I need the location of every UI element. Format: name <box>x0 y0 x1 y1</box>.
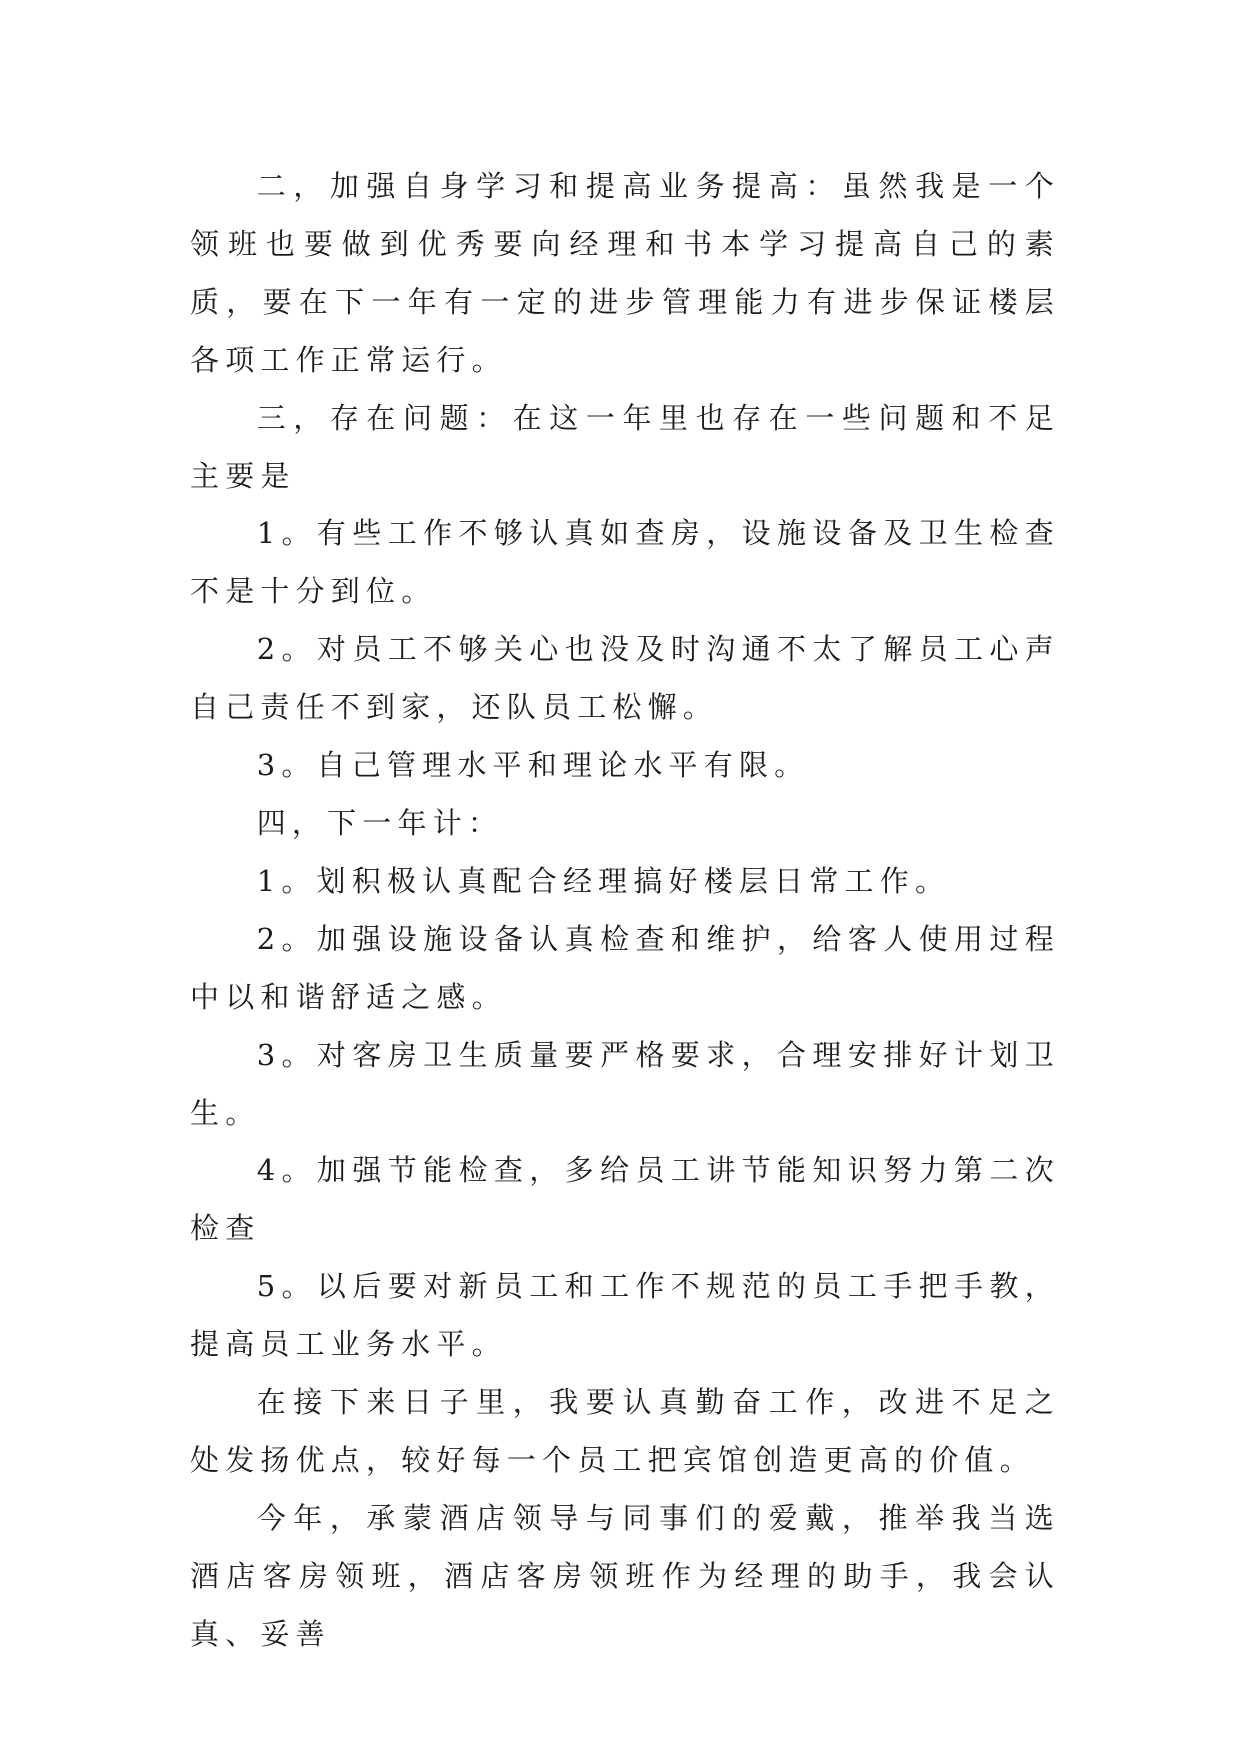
paragraph-plan-4: 4。加强节能检查，多给员工讲节能知识努力第二次检查 <box>190 1153 1060 1246</box>
paragraph-plan-1: 1。划积极认真配合经理搞好楼层日常工作。 <box>256 863 951 898</box>
paragraph-problem-2: 2。对员工不够关心也没及时沟通不太了解员工心声自己责任不到家，还队员工松懈。 <box>190 632 1060 725</box>
paragraph-existing-problems: 三，存在问题：在这一年里也存在一些问题和不足主要是 <box>190 400 1060 493</box>
paragraph-this-year: 今年，承蒙酒店领导与同事们的爱戴，推举我当选酒店客房领班，酒店客房领班作为经理的助手，我会认真、妥善 <box>190 1500 1060 1651</box>
paragraph-problem-1: 1。有些工作不够认真如查房，设施设备及卫生检查不是十分到位。 <box>190 516 1060 609</box>
paragraph-plan-2: 2。加强设施设备认真检查和维护，给客人使用过程中以和谐舒适之感。 <box>190 921 1060 1014</box>
paragraph-conclusion: 在接下来日子里，我要认真勤奋工作，改进不足之处发扬优点，较好每一个员工把宾馆创造更高的价值。 <box>190 1385 1060 1477</box>
paragraph-business-improvement: 二，加强自身学习和提高业务提高：虽然我是一个领班也要做到优秀要向经理和书本学习提高自己的素质，要在下一年有一定的进步管理能力有进步保证楼层各项工作正常运行。 <box>190 169 1060 377</box>
paragraph-plan-3: 3。对客房卫生质量要严格要求，合理安排好计划卫生。 <box>190 1037 1060 1130</box>
paragraph-plan-5: 5。以后要对新员工和工作不规范的员工手把手教，提高员工业务水平。 <box>190 1269 1060 1362</box>
paragraph-problem-3: 3。自己管理水平和理论水平有限。 <box>256 748 810 783</box>
paragraph-next-year-plan: 四，下一年计： <box>256 805 504 840</box>
document-body <box>190 158 1060 1664</box>
